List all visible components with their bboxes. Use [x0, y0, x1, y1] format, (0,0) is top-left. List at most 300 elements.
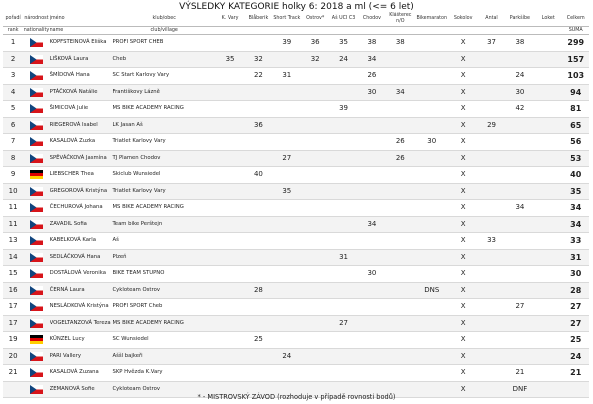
nationality-cell: [23, 315, 49, 332]
name-cell: DOSTÁLOVÁ Veronika: [50, 266, 113, 283]
points-cell: [477, 101, 505, 118]
points-cell: [273, 266, 301, 283]
rank-cell: 19: [3, 332, 23, 349]
table-row: [3, 68, 589, 85]
total-cell: 34: [562, 200, 589, 217]
club-cell: SC Start Karlovy Vary: [112, 68, 215, 85]
total-cell: 40: [562, 167, 589, 184]
points-cell: [415, 299, 449, 316]
points-cell: [358, 117, 386, 134]
points-cell: [301, 299, 329, 316]
table-row: [3, 134, 589, 151]
col-name: jméno: [50, 12, 113, 27]
czech-flag-icon: [30, 236, 43, 245]
points-cell: [329, 332, 357, 349]
table-row: [3, 150, 589, 167]
points-cell: 27: [273, 150, 301, 167]
points-cell: X: [449, 134, 477, 151]
nationality-cell: [23, 117, 49, 134]
table-row: [3, 117, 589, 134]
col-race-parksibe: Parkšíbe: [506, 12, 534, 27]
points-cell: [477, 282, 505, 299]
col-name-en: name: [50, 27, 113, 35]
name-cell: ŠIMICOVÁ Julie: [50, 101, 113, 118]
points-cell: 30: [415, 134, 449, 151]
name-cell: KABELKOVÁ Karla: [50, 233, 113, 250]
points-cell: [477, 134, 505, 151]
rank-cell: 11: [3, 216, 23, 233]
points-cell: [386, 266, 414, 283]
name-cell: KASALOVÁ Zuzana: [50, 365, 113, 382]
points-cell: DNF: [506, 381, 534, 398]
rank-cell: 21: [3, 365, 23, 382]
col-race-as: Aš UCI C3: [329, 12, 357, 27]
points-cell: 27: [329, 315, 357, 332]
points-cell: [216, 167, 244, 184]
nationality-cell: [23, 249, 49, 266]
points-cell: [386, 332, 414, 349]
points-cell: [415, 35, 449, 52]
club-cell: PROFI SPORT Cheb: [112, 299, 215, 316]
points-cell: X: [449, 249, 477, 266]
points-cell: [477, 51, 505, 68]
rank-cell: 20: [3, 348, 23, 365]
nationality-cell: [23, 51, 49, 68]
points-cell: [415, 84, 449, 101]
points-cell: [534, 51, 562, 68]
points-cell: [415, 117, 449, 134]
total-cell: 30: [562, 266, 589, 283]
table-row: [3, 167, 589, 184]
points-cell: 42: [506, 101, 534, 118]
points-cell: 22: [244, 68, 272, 85]
points-cell: [358, 249, 386, 266]
name-cell: KOPFSTEINOVÁ Eliška: [50, 35, 113, 52]
table-row: [3, 216, 589, 233]
name-cell: ČECHUROVÁ Johana: [50, 200, 113, 217]
club-cell: TJ Plamen Chodov: [112, 150, 215, 167]
points-cell: X: [449, 117, 477, 134]
col-race-chodov: Chodov: [358, 12, 386, 27]
points-cell: [301, 68, 329, 85]
points-cell: [329, 167, 357, 184]
points-cell: [358, 348, 386, 365]
points-cell: 39: [329, 101, 357, 118]
points-cell: [386, 282, 414, 299]
points-cell: [415, 315, 449, 332]
czech-flag-icon: [30, 121, 43, 130]
points-cell: X: [449, 35, 477, 52]
club-cell: Team bike Perštejn: [112, 216, 215, 233]
points-cell: [534, 233, 562, 250]
points-cell: X: [449, 101, 477, 118]
points-cell: [534, 299, 562, 316]
points-cell: X: [449, 51, 477, 68]
points-cell: [534, 101, 562, 118]
points-cell: 30: [506, 84, 534, 101]
points-cell: [329, 183, 357, 200]
points-cell: [216, 282, 244, 299]
points-cell: [273, 282, 301, 299]
name-cell: ZEMANOVÁ Sofie: [50, 381, 113, 398]
points-cell: [415, 249, 449, 266]
name-cell: LIEBSCHER Thea: [50, 167, 113, 184]
points-cell: [216, 299, 244, 316]
nationality-cell: [23, 101, 49, 118]
czech-flag-icon: [30, 38, 43, 47]
rank-cell: 5: [3, 101, 23, 118]
points-cell: 33: [477, 233, 505, 250]
points-cell: [329, 266, 357, 283]
points-cell: [216, 117, 244, 134]
points-cell: 36: [244, 117, 272, 134]
name-cell: KÜNZEL Lucy: [50, 332, 113, 349]
results-table: [3, 12, 589, 398]
points-cell: [273, 365, 301, 382]
rank-cell: 8: [3, 150, 23, 167]
points-cell: [216, 200, 244, 217]
nationality-cell: [23, 35, 49, 52]
points-cell: [386, 299, 414, 316]
points-cell: X: [449, 233, 477, 250]
czech-flag-icon: [30, 55, 43, 64]
col-total-en: SUMA: [562, 27, 589, 35]
col-race-klasterec: Klášterec n/O: [386, 12, 414, 27]
points-cell: [358, 200, 386, 217]
points-cell: [244, 150, 272, 167]
points-cell: [415, 216, 449, 233]
points-cell: [386, 51, 414, 68]
points-cell: [506, 216, 534, 233]
points-cell: [358, 101, 386, 118]
col-race-kvary: K. Vary: [216, 12, 244, 27]
points-cell: [244, 183, 272, 200]
points-cell: [534, 68, 562, 85]
points-cell: [506, 315, 534, 332]
points-cell: [273, 117, 301, 134]
total-cell: 27: [562, 315, 589, 332]
czech-flag-icon: [30, 302, 43, 311]
page-title: VÝSLEDKY KATEGORIE holky 6: 2018 a ml (<= 6 let): [179, 2, 414, 12]
points-cell: [273, 84, 301, 101]
points-cell: [244, 233, 272, 250]
points-cell: 30: [358, 84, 386, 101]
nationality-cell: [23, 266, 49, 283]
col-race-antal: Antal: [477, 12, 505, 27]
rank-cell: 9: [3, 167, 23, 184]
czech-flag-icon: [30, 104, 43, 113]
points-cell: [301, 200, 329, 217]
points-cell: [244, 216, 272, 233]
points-cell: [329, 134, 357, 151]
points-cell: [301, 117, 329, 134]
points-cell: 35: [216, 51, 244, 68]
points-cell: [534, 183, 562, 200]
total-cell: 53: [562, 150, 589, 167]
points-cell: 38: [386, 35, 414, 52]
czech-flag-icon: [30, 71, 43, 80]
germany-flag-icon: [30, 335, 43, 344]
name-cell: SEDLÁČKOVÁ Hana: [50, 249, 113, 266]
points-cell: [415, 200, 449, 217]
czech-flag-icon: [30, 203, 43, 212]
table-row: [3, 332, 589, 349]
total-cell: 27: [562, 299, 589, 316]
points-cell: [301, 348, 329, 365]
points-cell: 34: [506, 200, 534, 217]
points-cell: 40: [244, 167, 272, 184]
points-cell: 37: [477, 35, 505, 52]
points-cell: [534, 134, 562, 151]
nationality-cell: [23, 200, 49, 217]
czech-flag-icon: [30, 269, 43, 278]
points-cell: [415, 101, 449, 118]
table-row: [3, 249, 589, 266]
rank-cell: 17: [3, 299, 23, 316]
points-cell: [506, 282, 534, 299]
rank-cell: 1: [3, 35, 23, 52]
total-cell: 56: [562, 134, 589, 151]
points-cell: 35: [329, 35, 357, 52]
points-cell: [415, 150, 449, 167]
points-cell: [506, 134, 534, 151]
points-cell: 24: [506, 68, 534, 85]
nationality-cell: [23, 348, 49, 365]
points-cell: [415, 183, 449, 200]
total-cell: 31: [562, 249, 589, 266]
points-cell: [216, 216, 244, 233]
points-cell: [415, 266, 449, 283]
table-subheader: [3, 27, 589, 35]
points-cell: 27: [506, 299, 534, 316]
points-cell: [506, 51, 534, 68]
points-cell: X: [449, 150, 477, 167]
points-cell: [273, 200, 301, 217]
points-cell: [506, 249, 534, 266]
club-cell: Aššl bajkeři: [112, 348, 215, 365]
points-cell: [477, 167, 505, 184]
club-cell: Františkovy Lázně: [112, 84, 215, 101]
points-cell: X: [449, 84, 477, 101]
nationality-cell: [23, 134, 49, 151]
points-cell: [244, 84, 272, 101]
col-club: klub/obec: [112, 12, 215, 27]
nationality-cell: [23, 183, 49, 200]
club-cell: Cykloteam Ostrov: [112, 282, 215, 299]
name-cell: LIŠKOVÁ Laura: [50, 51, 113, 68]
points-cell: 39: [273, 35, 301, 52]
points-cell: [329, 348, 357, 365]
points-cell: [329, 282, 357, 299]
points-cell: [477, 216, 505, 233]
czech-flag-icon: [30, 253, 43, 262]
name-cell: RIEGEROVÁ Isabel: [50, 117, 113, 134]
points-cell: [477, 348, 505, 365]
points-cell: [244, 266, 272, 283]
points-cell: [216, 332, 244, 349]
points-cell: [358, 233, 386, 250]
points-cell: [534, 365, 562, 382]
name-cell: KASALOVÁ Zuzka: [50, 134, 113, 151]
points-cell: [415, 51, 449, 68]
points-cell: [216, 84, 244, 101]
czech-flag-icon: [30, 187, 43, 196]
col-race-shorttrack: Short Track: [273, 12, 301, 27]
points-cell: [216, 249, 244, 266]
points-cell: [534, 150, 562, 167]
table-row: [3, 233, 589, 250]
points-cell: [506, 266, 534, 283]
points-cell: [477, 315, 505, 332]
points-cell: [273, 249, 301, 266]
points-cell: [273, 134, 301, 151]
points-cell: [477, 299, 505, 316]
points-cell: [329, 200, 357, 217]
points-cell: [477, 200, 505, 217]
footnote: * - MISTROVSKÝ ZÁVOD (rozhoduje v případě rovnosti bodů): [197, 393, 396, 401]
total-cell: 35: [562, 183, 589, 200]
points-cell: [216, 134, 244, 151]
points-cell: [506, 167, 534, 184]
points-cell: [386, 348, 414, 365]
club-cell: LK Jasan Aš: [112, 117, 215, 134]
points-cell: [415, 233, 449, 250]
points-cell: [301, 84, 329, 101]
total-cell: 34: [562, 216, 589, 233]
points-cell: X: [449, 299, 477, 316]
nationality-cell: [23, 365, 49, 382]
points-cell: X: [449, 282, 477, 299]
points-cell: [301, 266, 329, 283]
points-cell: [301, 150, 329, 167]
points-cell: [506, 117, 534, 134]
points-cell: [506, 150, 534, 167]
col-club-en: club/village: [112, 27, 215, 35]
points-cell: [534, 216, 562, 233]
club-cell: SC Wunsiedel: [112, 332, 215, 349]
points-cell: [506, 233, 534, 250]
points-cell: [386, 117, 414, 134]
col-rank: pořadí: [3, 12, 23, 27]
points-cell: [386, 167, 414, 184]
club-cell: BIKE TEAM STUPNO: [112, 266, 215, 283]
points-cell: [329, 216, 357, 233]
points-cell: [534, 84, 562, 101]
points-cell: [301, 365, 329, 382]
rank-cell: 7: [3, 134, 23, 151]
points-cell: [244, 200, 272, 217]
points-cell: [216, 150, 244, 167]
points-cell: 25: [244, 332, 272, 349]
czech-flag-icon: [30, 368, 43, 377]
points-cell: [534, 332, 562, 349]
points-cell: [386, 101, 414, 118]
points-cell: [301, 167, 329, 184]
points-cell: 24: [273, 348, 301, 365]
total-cell: 103: [562, 68, 589, 85]
points-cell: [534, 348, 562, 365]
club-cell: SKP Hvězda K.Vary: [112, 365, 215, 382]
table-row: [3, 365, 589, 382]
name-cell: NESLÁDKOVÁ Kristýna: [50, 299, 113, 316]
points-cell: [216, 348, 244, 365]
points-cell: X: [449, 216, 477, 233]
points-cell: [386, 183, 414, 200]
club-cell: Cykloteam Ostrov: [112, 381, 215, 398]
points-cell: [358, 282, 386, 299]
points-cell: [477, 249, 505, 266]
club-cell: Plzeň: [112, 249, 215, 266]
rank-cell: 15: [3, 266, 23, 283]
name-cell: VOGELTANZOVÁ Tereza: [50, 315, 113, 332]
points-cell: [477, 84, 505, 101]
nationality-cell: [23, 150, 49, 167]
name-cell: ŠMÍDOVÁ Hana: [50, 68, 113, 85]
total-cell: 81: [562, 101, 589, 118]
points-cell: [329, 84, 357, 101]
club-cell: MS BIKE ACADEMY RACING: [112, 101, 215, 118]
points-cell: 30: [358, 266, 386, 283]
points-cell: X: [449, 68, 477, 85]
name-cell: SPĚVÁČKOVÁ Jasmína: [50, 150, 113, 167]
points-cell: [415, 348, 449, 365]
points-cell: [273, 233, 301, 250]
club-cell: Triatlet Karlovy Vary: [112, 134, 215, 151]
table-row: [3, 282, 589, 299]
name-cell: ČERNÁ Laura: [50, 282, 113, 299]
points-cell: [273, 332, 301, 349]
points-cell: X: [449, 167, 477, 184]
points-cell: X: [449, 315, 477, 332]
points-cell: [477, 150, 505, 167]
points-cell: [244, 249, 272, 266]
points-cell: [386, 200, 414, 217]
name-cell: PTÁČKOVÁ Natálie: [50, 84, 113, 101]
points-cell: [534, 266, 562, 283]
points-cell: [244, 315, 272, 332]
points-cell: [273, 216, 301, 233]
points-cell: [358, 150, 386, 167]
total-cell: 65: [562, 117, 589, 134]
points-cell: X: [449, 365, 477, 382]
table-header: [3, 12, 589, 27]
points-cell: [301, 332, 329, 349]
points-cell: [386, 315, 414, 332]
points-cell: X: [449, 200, 477, 217]
points-cell: [358, 167, 386, 184]
table-row: [3, 315, 589, 332]
points-cell: [329, 117, 357, 134]
points-cell: [477, 68, 505, 85]
points-cell: [216, 233, 244, 250]
total-cell: 299: [562, 35, 589, 52]
points-cell: 38: [506, 35, 534, 52]
points-cell: 36: [301, 35, 329, 52]
points-cell: [477, 332, 505, 349]
col-total: Celkem: [562, 12, 589, 27]
points-cell: [244, 299, 272, 316]
nationality-cell: [23, 233, 49, 250]
table-row: [3, 84, 589, 101]
nationality-cell: [23, 282, 49, 299]
points-cell: [216, 68, 244, 85]
points-cell: [216, 365, 244, 382]
table-row: [3, 200, 589, 217]
points-cell: [244, 134, 272, 151]
points-cell: [386, 249, 414, 266]
points-cell: [534, 282, 562, 299]
points-cell: 34: [358, 216, 386, 233]
